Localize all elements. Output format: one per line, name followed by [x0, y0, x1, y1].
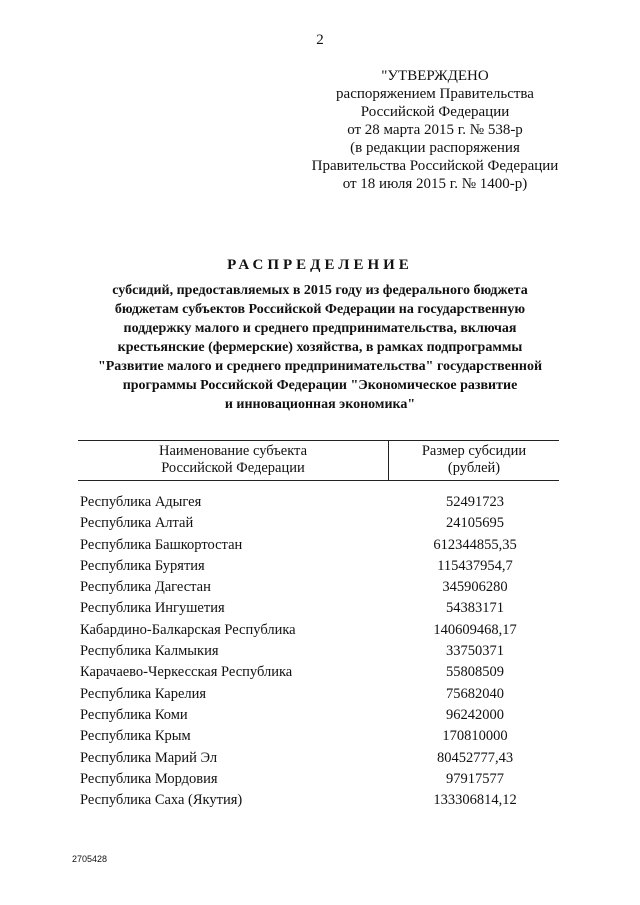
region-name: Республика Саха (Якутия)	[80, 792, 243, 809]
subsidy-amount: 115437954,7	[437, 557, 513, 574]
table-row	[78, 769, 559, 790]
subsidy-amount: 33750371	[446, 643, 504, 660]
subsidy-amount: 24105695	[446, 515, 504, 532]
table-row	[78, 620, 559, 641]
subsidy-amount: 97917577	[446, 770, 504, 787]
table-row	[78, 790, 559, 811]
table-row	[78, 684, 559, 705]
subsidy-amount: 54383171	[446, 600, 504, 617]
region-name: Республика Мордовия	[80, 770, 218, 787]
subtitle-line: бюджетам субъектов Российской Федерации на государственную	[114, 302, 526, 317]
subtitle-line: и инновационная экономика"	[224, 397, 416, 412]
subsidy-amount: 133306814,12	[433, 792, 517, 809]
table-row	[78, 705, 559, 726]
subsidy-amount: 52491723	[446, 494, 504, 510]
region-name: Республика Марий Эл	[80, 749, 218, 766]
approval-line: Российской Федерации	[360, 104, 510, 120]
region-name: Республика Дагестан	[80, 579, 211, 596]
subsidy-amount: 345906280	[442, 579, 508, 596]
region-name: Республика Коми	[80, 706, 188, 723]
approval-line: от 18 июля 2015 г. № 1400-р)	[342, 176, 528, 192]
table-header	[78, 440, 559, 481]
table-row	[78, 492, 559, 513]
approval-line: "УТВЕРЖДЕНО	[381, 68, 489, 84]
subsidy-amount: 140609468,17	[433, 621, 517, 638]
table-body	[78, 492, 559, 811]
region-name: Республика Ингушетия	[80, 600, 225, 617]
approval-line: от 28 марта 2015 г. № 538-р	[347, 122, 523, 138]
approval-line: (в редакции распоряжения	[350, 140, 520, 156]
subtitle-line: "Развитие малого и среднего предпринимательства" государственной	[97, 359, 543, 374]
table-row	[78, 577, 559, 598]
subtitle-line: субсидий, предоставляемых в 2015 году из федерального бюджета	[112, 283, 528, 298]
region-name: Республика Адыгея	[80, 494, 202, 510]
subsidy-table	[78, 440, 559, 811]
header-line: Российской Федерации	[161, 460, 305, 476]
page-number: 2	[316, 32, 324, 48]
region-name: Кабардино-Балкарская Республика	[80, 621, 296, 638]
header-line: (рублей)	[447, 460, 501, 476]
table-row	[78, 641, 559, 662]
document-title: РАСПРЕДЕЛЕНИЕ	[227, 257, 413, 273]
table-row	[78, 556, 559, 577]
subtitle-line: крестьянские (фермерские) хозяйства, в рамках подпрограммы	[117, 340, 523, 355]
header-region-name	[78, 441, 389, 480]
approval-stamp	[300, 67, 570, 193]
table-row	[78, 513, 559, 534]
table-row	[78, 726, 559, 747]
subsidy-amount: 80452777,43	[436, 749, 514, 766]
table-row	[78, 535, 559, 556]
header-line: Наименование субъекта	[158, 443, 308, 459]
document-code: 2705428	[72, 854, 108, 864]
region-name: Республика Карелия	[80, 685, 207, 702]
subsidy-amount: 75682040	[446, 685, 504, 702]
region-name: Республика Калмыкия	[80, 643, 219, 660]
subsidy-amount: 170810000	[442, 728, 508, 745]
subtitle-line: программы Российской Федерации "Экономическое развитие	[122, 378, 518, 393]
approval-line: Правительства Российской Федерации	[311, 158, 559, 174]
region-name: Республика Крым	[80, 728, 191, 745]
table-row	[78, 598, 559, 619]
approval-line: распоряжением Правительства	[336, 86, 534, 102]
table-row	[78, 748, 559, 769]
subtitle-line: поддержку малого и среднего предпринимательства, включая	[123, 321, 517, 336]
region-name: Карачаево-Черкесская Республика	[80, 664, 293, 681]
region-name: Республика Башкортостан	[80, 536, 243, 553]
table-row	[78, 662, 559, 683]
region-name: Республика Алтай	[80, 515, 194, 532]
subsidy-amount: 612344855,35	[433, 536, 517, 553]
header-subsidy-amount	[389, 441, 559, 480]
region-name: Республика Бурятия	[80, 557, 205, 574]
document-subtitle	[60, 281, 580, 414]
header-line: Размер субсидии	[421, 443, 527, 459]
subsidy-amount: 55808509	[446, 664, 504, 681]
subsidy-amount: 96242000	[446, 706, 504, 723]
